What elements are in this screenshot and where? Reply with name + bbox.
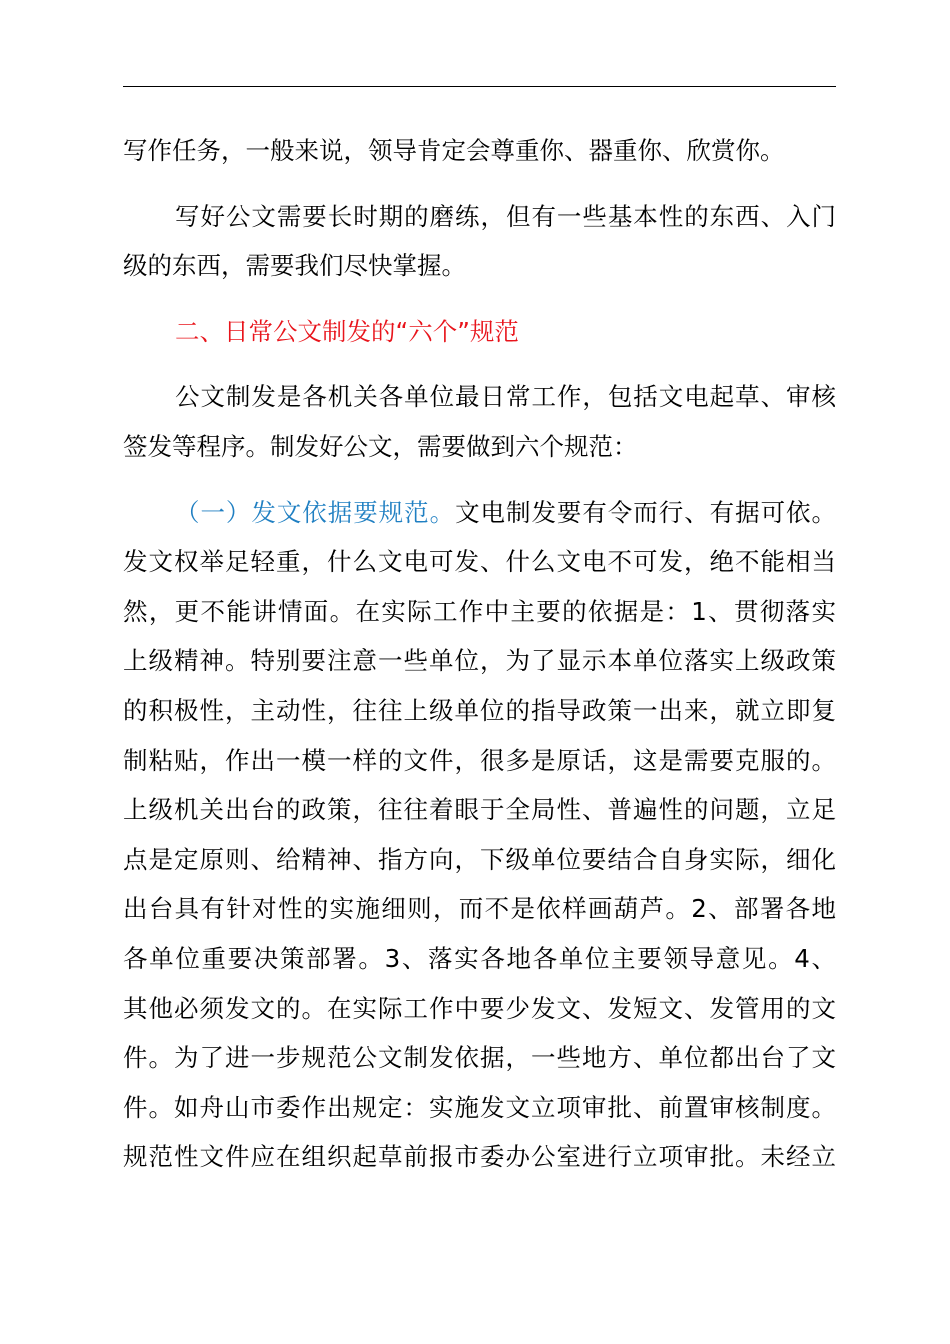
text-line: 写作任务，一般来说，领导肯定会尊重你、器重你、欣赏你。 [123,136,785,165]
section-heading: 二、日常公文制发的“六个”规范 [175,316,519,346]
text-line: 上级精神。特别要注意一些单位，为了显示本单位落实上级政策 [123,646,836,676]
text-line: 其他必须发文的。在实际工作中要少发文、发短文、发管用的文 [123,993,836,1023]
text-line: 公文制发是各机关各单位最日常工作，包括文电起草、审核 [175,382,836,412]
paragraph-2 [123,192,836,291]
text-line: 点是定原则、给精神、指方向，下级单位要结合自身实际，细化 [123,844,836,874]
text-line: 出台具有针对性的实施细则，而不是依样画葫芦。2、部署各地 [123,894,836,924]
paragraph-3 [123,372,836,471]
text-line: 然，更不能讲情面。在实际工作中主要的依据是：1、贯彻落实 [123,596,836,626]
paragraph-1 [123,126,836,176]
text-line: 制粘贴，作出一模一样的文件，很多是原话，这是需要克服的。 [123,745,836,775]
subsection-heading: （一）发文依据要规范。 [175,497,456,527]
text-line: 件。为了进一步规范公文制发依据，一些地方、单位都出台了文 [123,1043,836,1073]
text-line: 各单位重要决策部署。3、落实各地各单位主要领导意见。4、 [123,943,836,973]
text-line: 件。如舟山市委作出规定：实施发文立项审批、前置审核制度。 [123,1092,836,1122]
section-heading-paragraph [123,307,836,357]
text-line: 签发等程序。制发好公文，需要做到六个规范： [123,431,638,461]
text-line: 写好公文需要长时期的磨练，但有一些基本性的东西、入门 [175,201,836,231]
text-line: 级的东西，需要我们尽快掌握。 [123,251,466,281]
text-line-with-subhead [123,488,836,538]
document-body [123,126,836,1198]
text-line: 发文权举足轻重，什么文电可发、什么文电不可发，绝不能相当 [123,547,836,577]
text-span: 文电制发要有令而行、有据可依。 [455,497,837,527]
text-line: 上级机关出台的政策，往往着眼于全局性、普遍性的问题，立足 [123,795,836,825]
text-line: 的积极性，主动性，往往上级单位的指导政策一出来，就立即复 [123,695,836,725]
header-rule [123,86,836,87]
paragraph-4 [123,488,836,1182]
text-line: 规范性文件应在组织起草前报市委办公室进行立项审批。未经立 [123,1142,836,1172]
